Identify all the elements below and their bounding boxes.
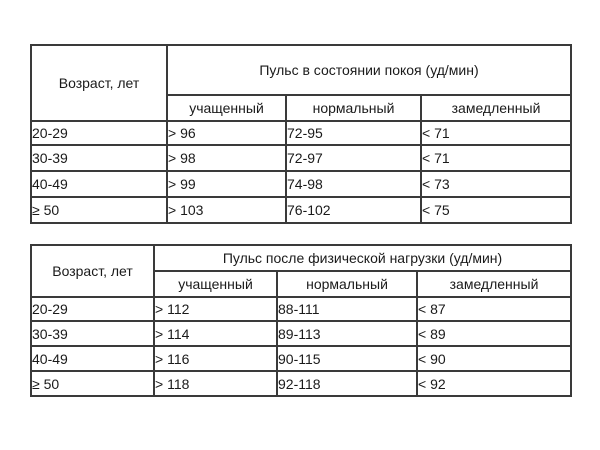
table-header-row (31, 45, 571, 95)
age-cell: 30-39 (31, 145, 167, 171)
age-column-header: Возраст, лет (31, 245, 154, 297)
value-cell: > 96 (167, 121, 286, 145)
resting-pulse-table (30, 44, 572, 224)
column-header-elevated: учащенный (167, 95, 286, 121)
value-cell: > 112 (154, 297, 277, 321)
table-title: Пульс в состоянии покоя (уд/мин) (167, 45, 571, 95)
value-cell: < 75 (421, 197, 571, 223)
value-cell: 72-97 (286, 145, 421, 171)
value-cell: 72-95 (286, 121, 421, 145)
value-cell: > 118 (154, 371, 277, 396)
age-cell: ≥ 50 (31, 197, 167, 223)
table-row (31, 321, 571, 346)
table-row (31, 346, 571, 371)
table-row (31, 197, 571, 223)
value-cell: > 98 (167, 145, 286, 171)
age-cell: 20-29 (31, 297, 154, 321)
value-cell: 90-115 (277, 346, 417, 371)
column-header-elevated: учащенный (154, 271, 277, 297)
age-cell: 40-49 (31, 171, 167, 197)
column-header-normal: нормальный (277, 271, 417, 297)
table-row (31, 145, 571, 171)
value-cell: > 103 (167, 197, 286, 223)
value-cell: > 116 (154, 346, 277, 371)
table-row (31, 121, 571, 145)
column-header-low: замедленный (421, 95, 571, 121)
value-cell: > 99 (167, 171, 286, 197)
value-cell: 74-98 (286, 171, 421, 197)
exercise-pulse-table (30, 244, 572, 397)
column-header-normal: нормальный (286, 95, 421, 121)
value-cell: < 71 (421, 121, 571, 145)
age-cell: 30-39 (31, 321, 154, 346)
value-cell: > 114 (154, 321, 277, 346)
value-cell: 88-111 (277, 297, 417, 321)
age-cell: 40-49 (31, 346, 154, 371)
value-cell: < 90 (417, 346, 571, 371)
value-cell: 92-118 (277, 371, 417, 396)
table-row (31, 171, 571, 197)
table-header-row (31, 245, 571, 271)
age-column-header: Возраст, лет (31, 45, 167, 121)
age-cell: 20-29 (31, 121, 167, 145)
value-cell: < 89 (417, 321, 571, 346)
table-row (31, 371, 571, 396)
column-header-low: замедленный (417, 271, 571, 297)
value-cell: 76-102 (286, 197, 421, 223)
value-cell: < 92 (417, 371, 571, 396)
table-title: Пульс после физической нагрузки (уд/мин) (154, 245, 571, 271)
value-cell: 89-113 (277, 321, 417, 346)
table-row (31, 297, 571, 321)
value-cell: < 87 (417, 297, 571, 321)
value-cell: < 71 (421, 145, 571, 171)
value-cell: < 73 (421, 171, 571, 197)
age-cell: ≥ 50 (31, 371, 154, 396)
